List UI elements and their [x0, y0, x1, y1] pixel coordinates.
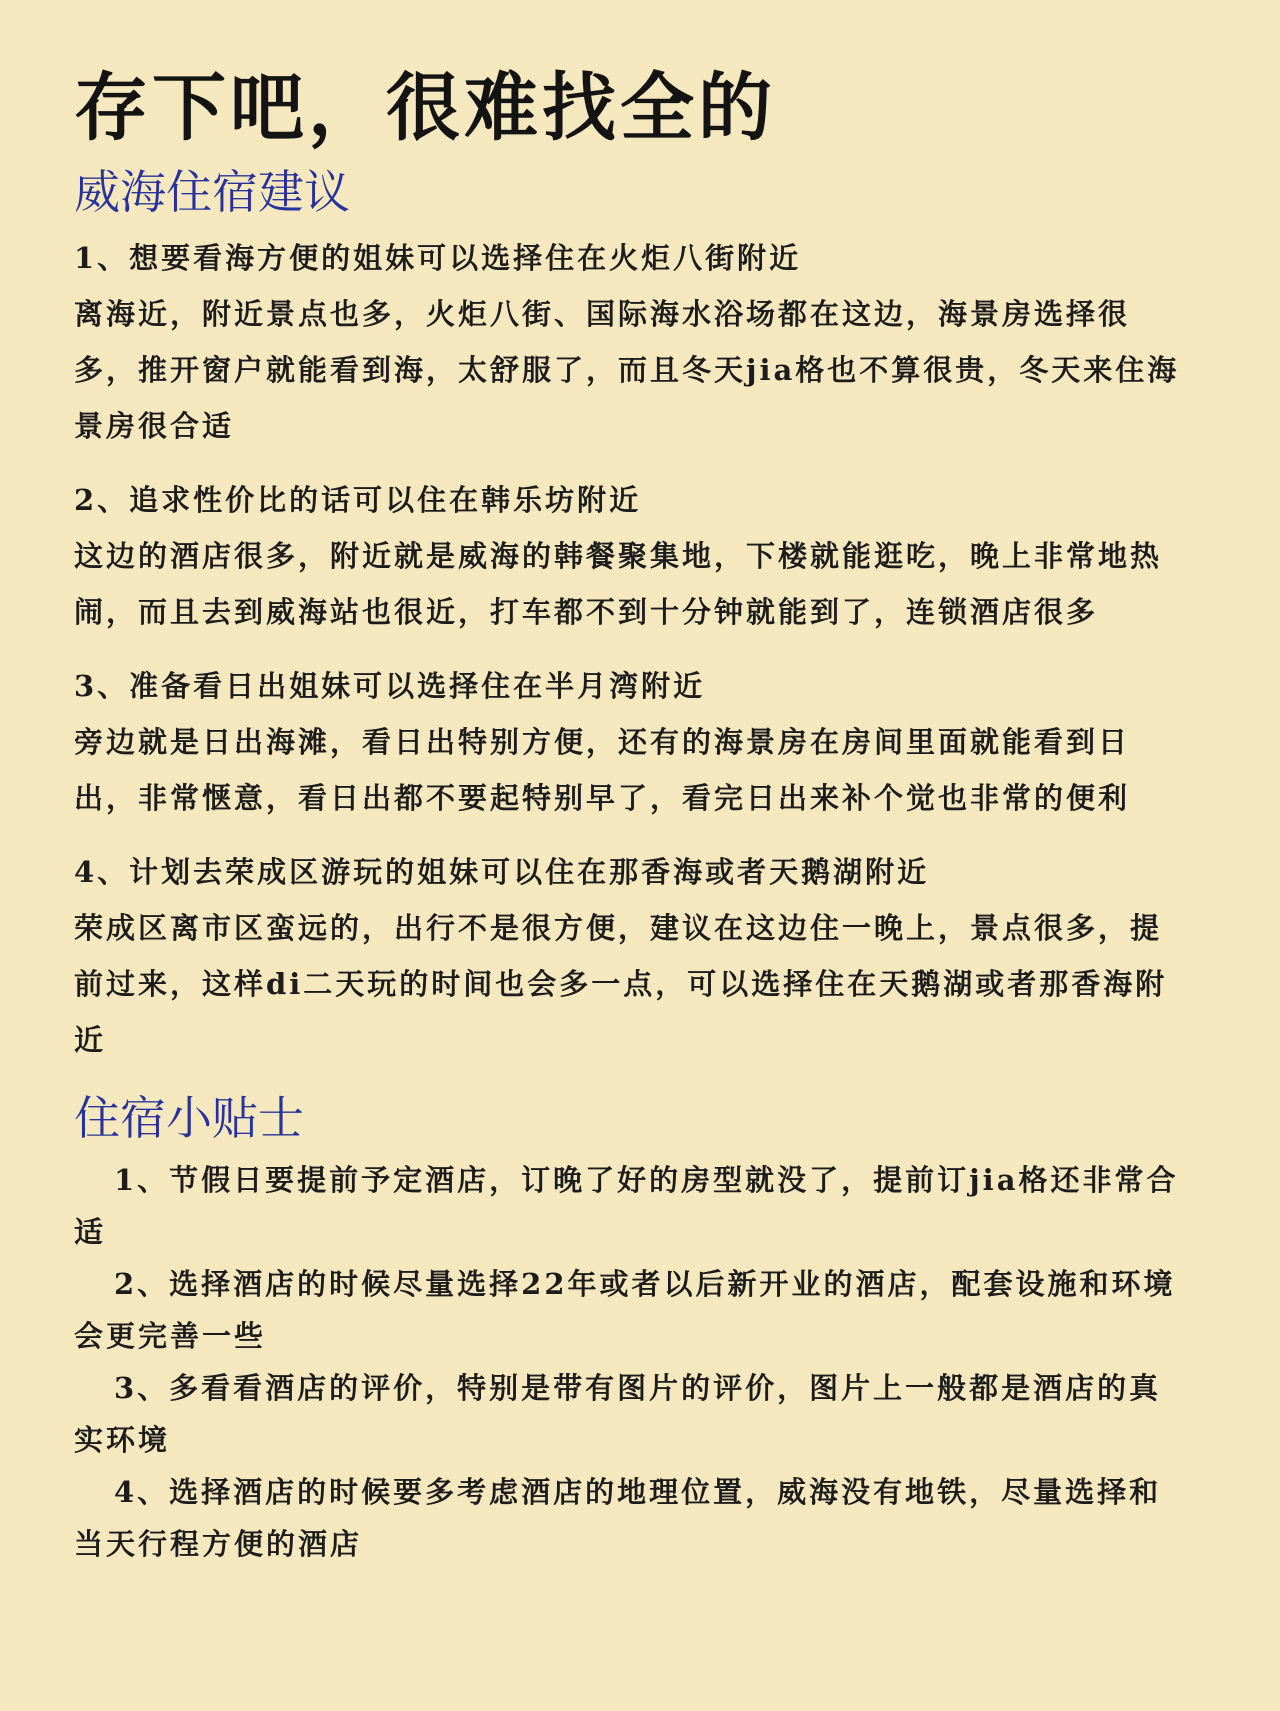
- page-title: 存下吧，很难找全的: [74, 65, 776, 151]
- advice-item-body: 荣成区离市区蛮远的，出行不是很方便，建议在这边住一晚上，景点很多，提前过来，这样di二天玩的时间也会多一点，可以选择住在天鹅湖或者那香海附近: [74, 911, 1168, 1057]
- tip-item: [74, 1154, 1188, 1258]
- tips-list: [74, 1154, 1188, 1570]
- tips-section-heading: 住宿小贴士: [74, 1091, 304, 1145]
- tip-text: 1、节假日要提前予定酒店，订晚了好的房型就没了，提前订jia格还非常合适: [74, 1163, 1179, 1249]
- advice-item: [74, 230, 1188, 454]
- lodging-advice-list: [74, 230, 1188, 1068]
- tip-text: 4、选择酒店的时候要多考虑酒店的地理位置，威海没有地铁，尽量选择和当天行程方便的酒店: [74, 1475, 1162, 1561]
- advice-item-title: 3、准备看日出姐妹可以选择住在半月湾附近: [74, 669, 706, 703]
- advice-item-body: 旁边就是日出海滩，看日出特别方便，还有的海景房在房间里面就能看到日出，非常惬意，看日出都不要起特别早了，看完日出来补个觉也非常的便利: [74, 725, 1131, 815]
- advice-item: [74, 844, 1188, 1068]
- advice-item-title: 2、追求性价比的话可以住在韩乐坊附近: [74, 483, 642, 517]
- advice-item-body: 这边的酒店很多，附近就是威海的韩餐聚集地，下楼就能逛吃，晚上非常地热闹，而且去到威海站也很近，打车都不到十分钟就能到了，连锁酒店很多: [74, 539, 1163, 629]
- tip-text: 3、多看看酒店的评价，特别是带有图片的评价，图片上一般都是酒店的真实环境: [74, 1371, 1162, 1457]
- tip-text: 2、选择酒店的时候尽量选择22年或者以后新开业的酒店，配套设施和环境会更完善一些: [74, 1267, 1176, 1353]
- advice-item-title: 1、想要看海方便的姐妹可以选择住在火炬八街附近: [74, 241, 802, 275]
- tip-item: [74, 1466, 1188, 1570]
- lodging-section-heading: 威海住宿建议: [74, 165, 350, 219]
- advice-item-title: 4、计划去荣成区游玩的姐妹可以住在那香海或者天鹅湖附近: [74, 855, 930, 889]
- tip-item: [74, 1258, 1188, 1362]
- tip-item: [74, 1362, 1188, 1466]
- advice-item: [74, 472, 1188, 640]
- advice-item: [74, 658, 1188, 826]
- advice-item-body: 离海近，附近景点也多，火炬八街、国际海水浴场都在这边，海景房选择很多，推开窗户就能看到海，太舒服了，而且冬天jia格也不算很贵，冬天来住海景房很合适: [74, 297, 1180, 443]
